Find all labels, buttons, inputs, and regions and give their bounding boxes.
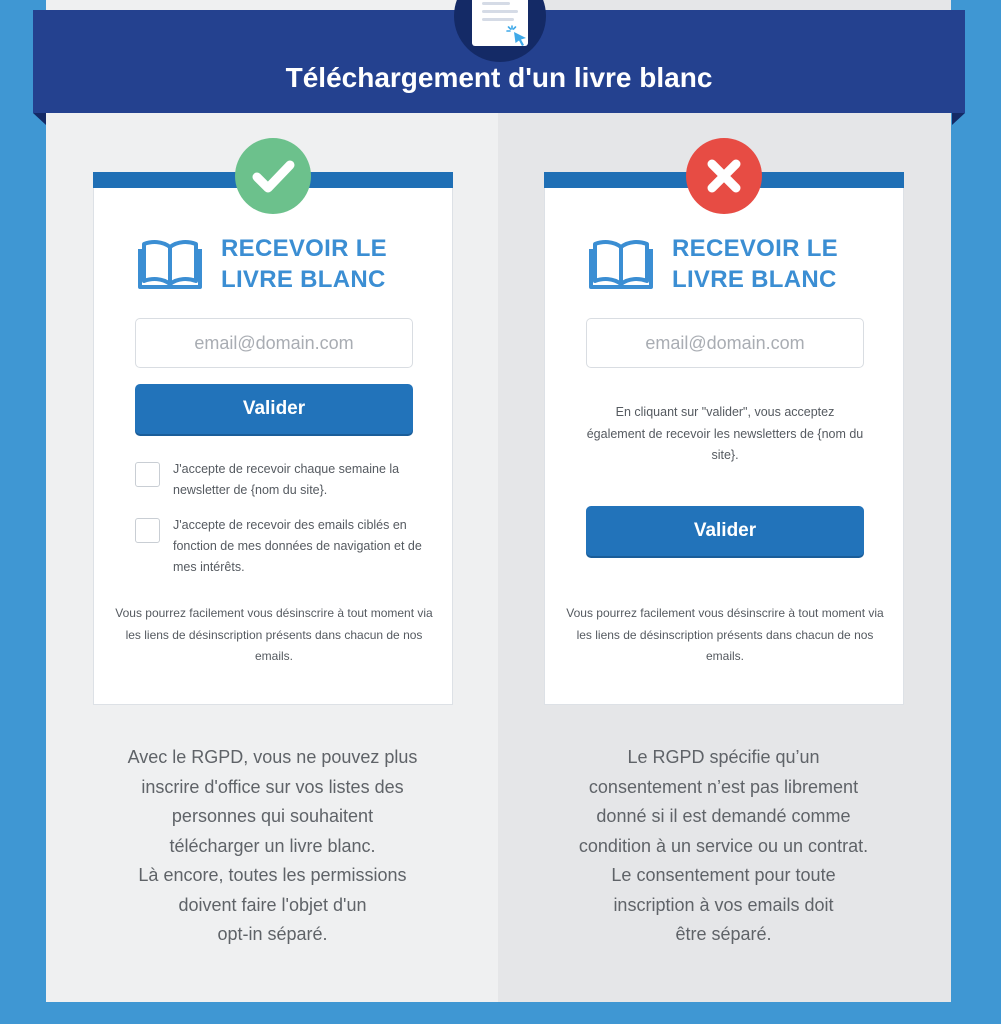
explanation-line: doivent faire l'objet d'un [178,894,367,915]
page-title: Téléchargement d'un livre blanc [285,62,713,93]
banner-fold-left [33,113,46,125]
explanation-line: être séparé. [675,924,772,944]
newsletter-checkbox[interactable] [135,462,160,487]
cursor-click-icon [506,24,530,48]
checkmark-icon [235,138,311,214]
explanation-line: Là encore, toutes les permissions [138,865,407,885]
good-example-explanation [90,743,455,950]
open-book-icon [138,237,202,289]
open-book-icon [589,237,653,289]
newsletter-checkbox-label: J'accepte de recevoir chaque semaine la newsletter de {nom du site}. [173,462,400,497]
form-heading [545,233,905,295]
heading-line-2: LIVRE BLANC [672,266,837,293]
targeted-emails-checkbox[interactable] [135,518,160,543]
validate-button[interactable]: Valider [135,384,413,434]
heading-line-2: LIVRE BLANC [221,266,386,293]
implicit-consent-note: En cliquant sur "valider", vous acceptez également de recevoir les newsletters de {nom du site}. [586,405,864,462]
email-input[interactable] [586,318,864,368]
explanation-line: personnes qui souhaitent [171,806,374,826]
bad-example-explanation [541,743,906,950]
heading-line-1: RECEVOIR LE [221,235,387,262]
form-heading [94,233,454,295]
heading-line-1: RECEVOIR LE [672,235,838,262]
explanation-line: Avec le RGPD, vous ne pouvez plus [127,747,418,767]
targeted-emails-checkbox-label: J'accepte de recevoir des emails ciblés en fonction de mes données de navigation et de mes intérêts. [173,518,422,574]
explanation-line: donné si il est demandé comme [596,806,851,826]
validate-button[interactable]: Valider [586,506,864,556]
explanation-line: télécharger un livre blanc. [169,835,376,856]
explanation-line: consentement n’est pas librement [588,776,859,797]
cross-icon [686,138,762,214]
explanation-line: Le RGPD spécifie qu’un [627,747,820,767]
explanation-line: inscription à vos emails doit [613,894,834,915]
unsubscribe-note: Vous pourrez facilement vous désinscrire à tout moment via les liens de désinscription présents dans chacun de nos emails. [566,606,884,663]
banner-fold-right [952,113,965,125]
explanation-line: condition à un service ou un contrat. [578,835,869,856]
bad-example-form-card [544,172,904,705]
email-input[interactable] [135,318,413,368]
unsubscribe-note: Vous pourrez facilement vous désinscrire à tout moment via les liens de désinscription présents dans chacun de nos emails. [115,606,433,663]
document-sheet-icon [472,0,528,46]
explanation-line: inscrire d'office sur vos listes des [141,776,404,797]
good-example-form-card [93,172,453,705]
explanation-line: Le consentement pour toute [611,865,836,885]
explanation-line: opt-in séparé. [217,924,328,944]
